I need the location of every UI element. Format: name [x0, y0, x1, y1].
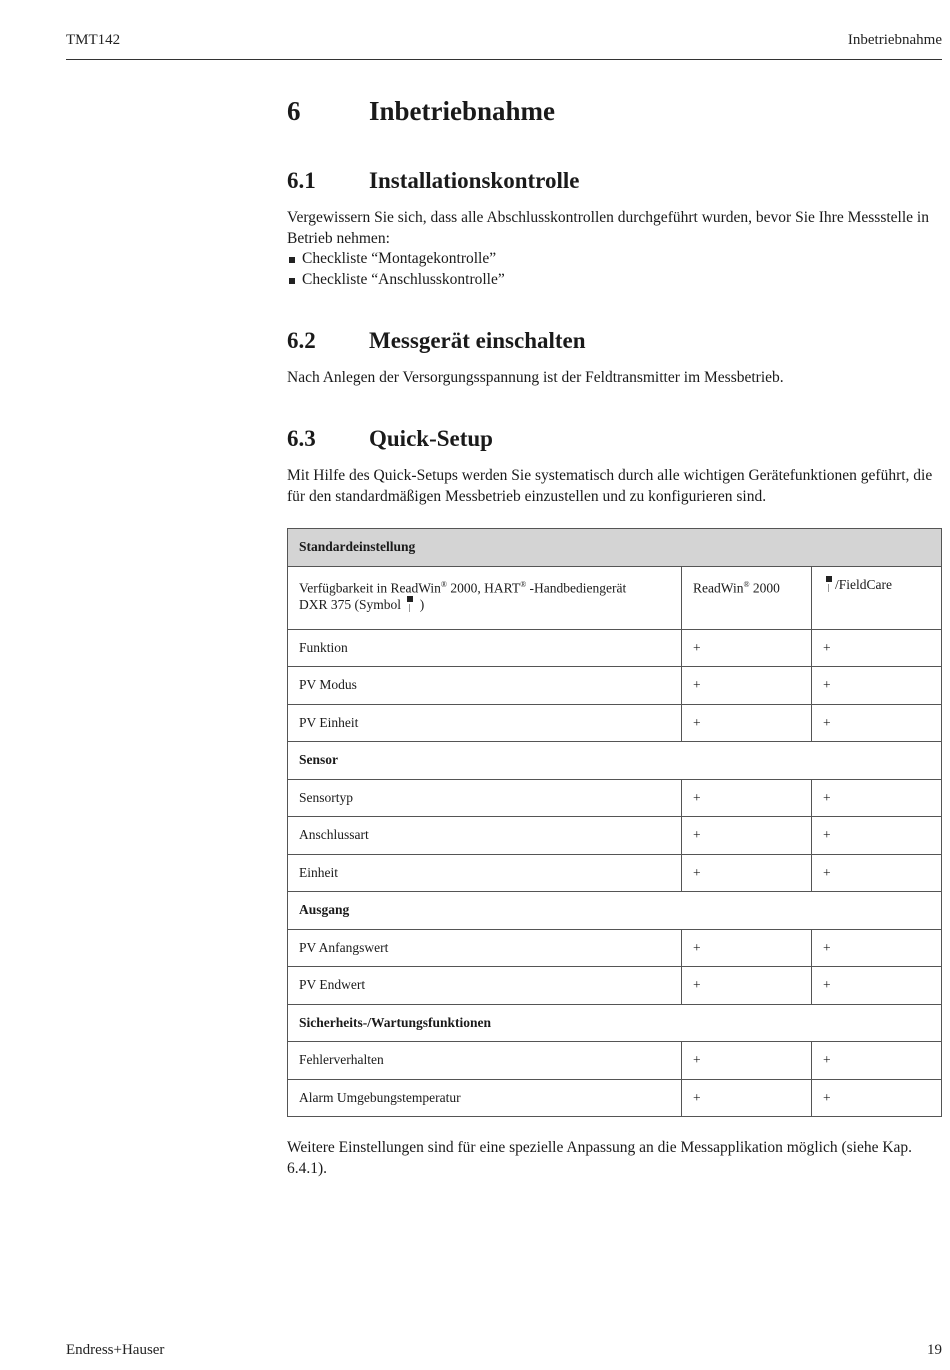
section-number: 6.2: [287, 328, 316, 353]
fieldcare-value: +: [812, 817, 942, 855]
table-row: [288, 1079, 942, 1117]
section-title: Messgerät einschalten: [369, 328, 586, 353]
table-header-row: [288, 529, 942, 567]
section-6-2-text: Nach Anlegen der Versorgungsspannung ist der Feldtransmitter im Messbetrieb.: [287, 369, 784, 386]
table-group-row: [288, 1004, 942, 1042]
row-label: PV Endwert: [288, 967, 682, 1005]
registered-mark: ®: [743, 579, 750, 589]
section-title: Quick-Setup: [369, 426, 493, 451]
table-row: [288, 1042, 942, 1080]
row-label: Einheit: [288, 854, 682, 892]
fieldcare-value: +: [812, 779, 942, 817]
table-group-row: [288, 742, 942, 780]
fieldcare-value: +: [812, 704, 942, 742]
table-group-row: [288, 892, 942, 930]
chapter-title: Inbetriebnahme: [369, 96, 556, 126]
readwin-version: 2000: [749, 580, 780, 595]
readwin-label: ReadWin: [693, 580, 744, 595]
handheld-device-icon: [406, 596, 414, 616]
row-label: Fehlerverhalten: [288, 1042, 682, 1080]
readwin-value: +: [682, 704, 812, 742]
fieldcare-value: +: [812, 1079, 942, 1117]
availability-text-d: DXR 375 (Symbol: [299, 597, 405, 613]
table-row: [288, 929, 942, 967]
closing-text: Weitere Einstellungen sind für eine spezielle Anpassung an die Messapplikation möglich (siehe Kap. 6.4.1).: [287, 1139, 913, 1177]
table-row: [288, 817, 942, 855]
header-rule: [66, 59, 942, 60]
readwin-value: +: [682, 779, 812, 817]
page-number: 19: [927, 1342, 942, 1358]
fieldcare-label: /FieldCare: [835, 576, 892, 592]
chapter-heading: [287, 96, 555, 127]
section-number: 6.1: [287, 168, 316, 193]
table-row: [288, 629, 942, 667]
readwin-value: +: [682, 854, 812, 892]
fieldcare-value: +: [812, 967, 942, 1005]
list-item: Checkliste “Anschlusskontrolle”: [287, 270, 942, 291]
section-title: Installationskontrolle: [369, 168, 580, 193]
availability-cell: [288, 566, 682, 629]
row-label: Funktion: [288, 629, 682, 667]
readwin-cell: [682, 566, 812, 629]
table-row: [288, 854, 942, 892]
registered-mark: ®: [520, 579, 527, 589]
fieldcare-value: +: [812, 1042, 942, 1080]
row-label: PV Anfangswert: [288, 929, 682, 967]
section-number: 6.3: [287, 426, 316, 451]
readwin-value: +: [682, 1042, 812, 1080]
availability-text-b: 2000, HART: [447, 580, 521, 595]
section-6-1-body: [287, 208, 942, 290]
row-label: Anschlussart: [288, 817, 682, 855]
readwin-value: +: [682, 967, 812, 1005]
readwin-value: +: [682, 667, 812, 705]
table-row-availability: [288, 566, 942, 629]
group-label: Sicherheits-/Wartungsfunktionen: [288, 1004, 942, 1042]
readwin-value: +: [682, 929, 812, 967]
table-row: [288, 704, 942, 742]
fieldcare-value: +: [812, 667, 942, 705]
section-6-3-text: Mit Hilfe des Quick-Setups werden Sie systematisch durch alle wichtigen Gerätefunktionen geführt, die für den standardmäßigen Messbetrieb einzustellen und zu konfigurieren sind.: [287, 467, 933, 505]
header-doc-id: TMT142: [66, 32, 121, 48]
row-label: PV Modus: [288, 667, 682, 705]
quick-setup-table: [287, 528, 942, 1117]
row-label: Sensortyp: [288, 779, 682, 817]
readwin-value: +: [682, 629, 812, 667]
section-heading-6-2: [287, 328, 586, 354]
table-row: [288, 779, 942, 817]
availability-text-e: ): [416, 597, 425, 613]
table-row: [288, 667, 942, 705]
group-label: Ausgang: [288, 892, 942, 930]
header-chapter: Inbetriebnahme: [847, 32, 942, 48]
table-row: [288, 967, 942, 1005]
fieldcare-value: +: [812, 854, 942, 892]
readwin-value: +: [682, 1079, 812, 1117]
footer-company: Endress+Hauser: [66, 1342, 165, 1358]
availability-text-a: Verfügbarkeit in ReadWin: [299, 580, 441, 595]
chapter-number: 6: [287, 96, 301, 126]
section-heading-6-1: [287, 168, 579, 194]
section-heading-6-3: [287, 426, 493, 452]
handheld-device-icon: [825, 576, 833, 596]
fieldcare-value: +: [812, 629, 942, 667]
row-label: Alarm Umgebungstemperatur: [288, 1079, 682, 1117]
table-header-cell: Standardeinstellung: [288, 529, 942, 567]
row-label: PV Einheit: [288, 704, 682, 742]
section-6-1-text: Vergewissern Sie sich, dass alle Abschlusskontrollen durchgeführt wurden, bevor Sie Ihre Messstelle in Betrieb nehmen:: [287, 209, 929, 247]
group-label: Sensor: [288, 742, 942, 780]
availability-text-c: -Handbediengerät: [526, 580, 627, 595]
registered-mark: ®: [440, 579, 447, 589]
list-item: Checkliste “Montagekontrolle”: [287, 249, 942, 270]
fieldcare-value: +: [812, 929, 942, 967]
fieldcare-cell: [812, 566, 942, 629]
readwin-value: +: [682, 817, 812, 855]
